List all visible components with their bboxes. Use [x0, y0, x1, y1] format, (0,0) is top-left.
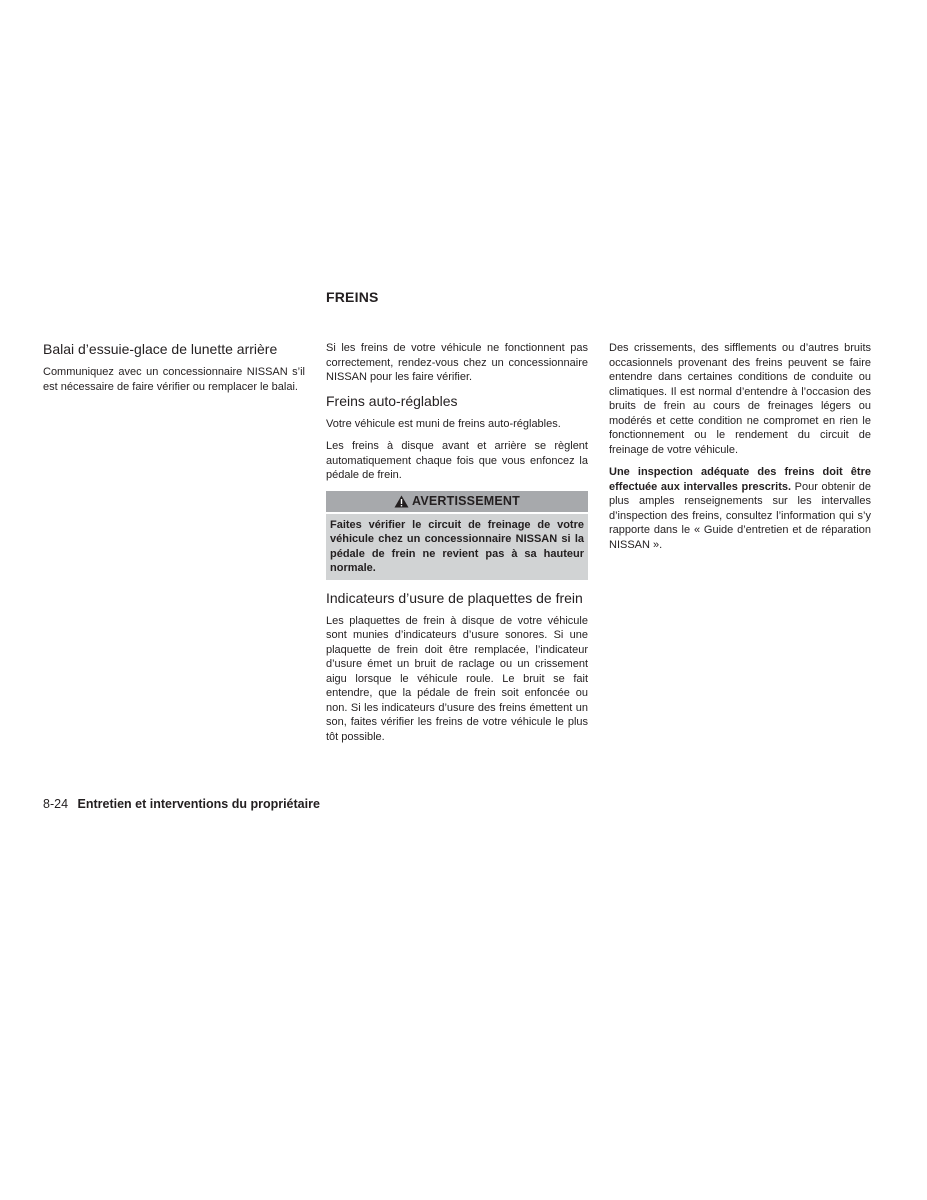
para-self-adjusting-1: Votre véhicule est muni de freins auto-réglables. — [326, 417, 561, 430]
para-self-adjusting-2: Les freins à disque avant et arrière se règlent automatiquement chaque fois que vous enfoncez la pédale de frein. — [326, 440, 588, 481]
column-left — [43, 341, 305, 402]
heading-rear-wiper: Balai d’essuie-glace de lunette arrière — [43, 341, 278, 357]
warning-triangle-icon — [394, 495, 409, 508]
para-brake-inspection — [609, 465, 871, 552]
warning-title: AVERTISSEMENT — [412, 494, 520, 508]
warning-text: Faites vérifier le circuit de freinage de votre véhicule chez un concessionnaire NISSAN si la pédale de frein ne revient pas à sa hauteur normale. — [326, 514, 588, 580]
para-pad-wear: Les plaquettes de frein à disque de votre véhicule sont munies d’indicateurs d’usure sonores. Si une plaquette de frein doit être remplacée, l’indicateur d’usure émet un bruit de raclage ou un crissement aigu lorsque le véhicule roule. Le bruit se fait entendre, que la pédale de frein soit enfoncée ou non. Si les indicateurs d’usure des freins émettent un son, faites vérifier les freins de votre véhicule le plus tôt possible. — [326, 614, 588, 743]
inspection-rest-text: Pour obtenir de plus amples renseignements sur les intervalles d’inspection des freins, consultez l’information qui s’y rapporte dans le « Guide d’entretien et de réparation NISSAN ». — [609, 480, 871, 551]
para-brakes-intro: Si les freins de votre véhicule ne fonctionnent pas correctement, rendez-vous chez un concessionnaire NISSAN pour les faire vérifier. — [326, 342, 588, 383]
inspection-bold-text: Une inspection adéquate des freins doit être effectuée aux intervalles prescrits. — [609, 466, 871, 493]
warning-box — [326, 491, 588, 580]
column-right — [609, 341, 871, 560]
warning-header — [326, 491, 588, 512]
column-middle — [326, 341, 588, 752]
heading-self-adjusting-brakes: Freins auto-réglables — [326, 392, 458, 409]
chapter-title: Entretien et interventions du propriétaire — [77, 797, 320, 811]
page-footer — [43, 797, 320, 811]
para-rear-wiper: Communiquez avec un concessionnaire NISSAN s’il est nécessaire de faire vérifier ou remplacer le balai. — [43, 366, 305, 393]
heading-pad-wear-indicators: Indicateurs d’usure de plaquettes de frein — [326, 589, 583, 606]
page-number: 8-24 — [43, 797, 69, 811]
section-title: FREINS — [326, 289, 379, 305]
para-brake-noise: Des crissements, des sifflements ou d’autres bruits occasionnels provenant des freins peuvent se faire entendre dans certaines conditions de conduite ou climatiques. Il est normal d’entendre à l’occasion des bruits de frein au cours de freinages légers ou modérés et cette condition ne compromet en rien le fonctionnement ou le rendement du circuit de freinage de votre véhicule. — [609, 342, 871, 456]
